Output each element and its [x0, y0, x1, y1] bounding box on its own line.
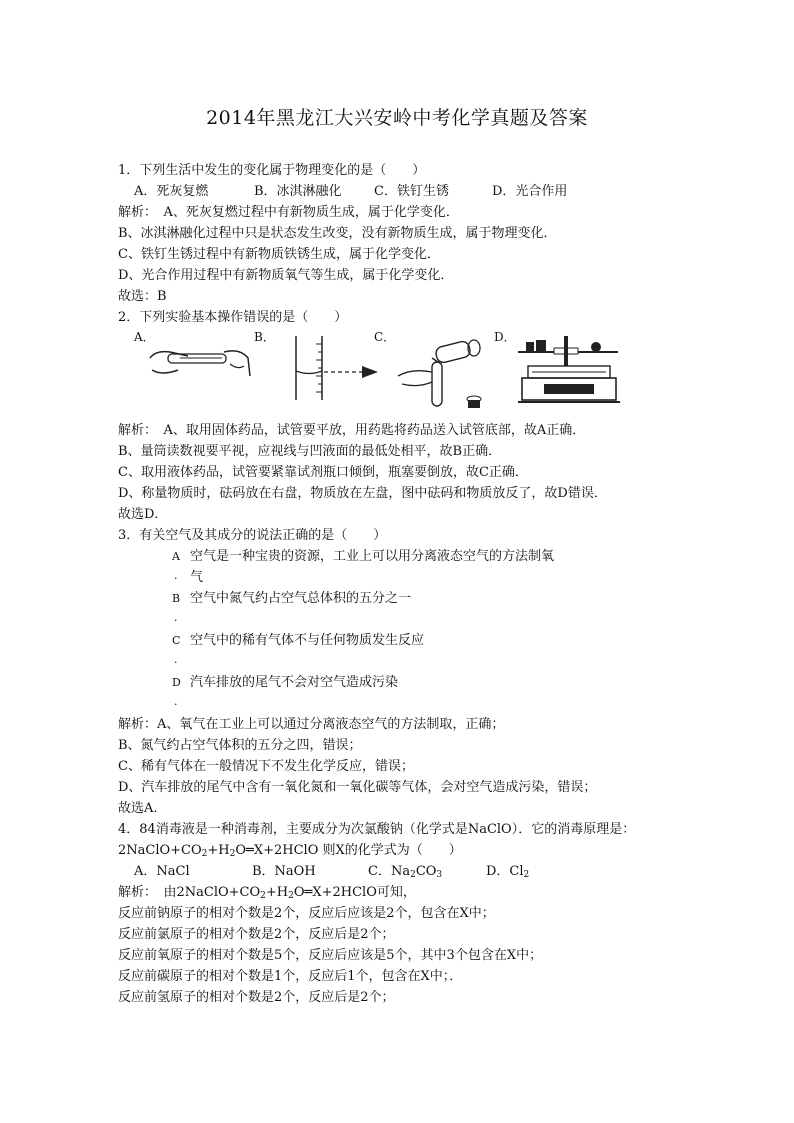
- liquid-pouring-illustration: [388, 336, 498, 416]
- q1-option-b: B．冰淇淋融化: [254, 184, 342, 199]
- q2-stem: 2．下列实验基本操作错误的是（ ）: [118, 310, 348, 325]
- q3-option-a: [118, 546, 678, 588]
- q4-analysis-line: 反应前碳原子的相对个数是1个，反应后1个，包含在X中；．: [118, 969, 463, 984]
- q4-option-c-part: C．Na: [368, 864, 411, 879]
- q3-option-text: 空气是一种宝贵的资源，工业上可以用分离液态空气的方法制氧: [190, 549, 555, 564]
- q4-analysis-part: O═X+2HClO可知，: [293, 885, 416, 900]
- q3-option-text-cont: 气: [190, 570, 204, 585]
- q3-option-letter: B: [172, 592, 181, 605]
- q3-option-text: 空气中的稀有气体不与任何物质发生反应: [190, 633, 425, 648]
- q1-answer: 故选：B: [118, 289, 167, 304]
- q1-option-a: A．死灰复燃: [134, 184, 209, 199]
- q4-option-d-part: D．Cl: [486, 864, 524, 879]
- q4-options: [118, 861, 678, 882]
- q3-analysis-line: B、氮气约占空气体积的五分之四，错误；: [118, 738, 362, 753]
- q4-stem: 4．84消毒液是一种消毒剂，主要成分为次氯酸钠（化学式是NaClO）．它的消毒原理是：: [118, 822, 636, 837]
- q4-analysis-line: 反应前氯原子的相对个数是2个，反应后是2个；: [118, 927, 395, 942]
- balance-scale-illustration: [514, 332, 624, 408]
- q1-option-c: C．铁钉生锈: [374, 184, 449, 199]
- q3-option-c: [118, 630, 678, 672]
- q4-eq-part: O═X+2HClO 则X的化学式为（ ）: [235, 843, 462, 858]
- subscript: 2: [260, 891, 266, 901]
- q2-analysis-line: C、取用液体药品，试管要紧靠试剂瓶口倾倒，瓶塞要倒放，故C正确．: [118, 465, 528, 480]
- q4-eq-part: 2NaClO+CO: [118, 843, 202, 858]
- q2-analysis-line: D、称量物质时，砝码放在右盘，物质放在左盘，图中砝码和物质放反了，故D错误．: [118, 486, 607, 501]
- subscript: 2: [229, 849, 236, 859]
- q3-answer: 故选A.: [118, 801, 158, 816]
- subscript: 2: [410, 870, 416, 880]
- q3-analysis-line: C、稀有气体在一般情况下不发生化学反应，错误；: [118, 759, 414, 774]
- q3-option-letter: C: [172, 634, 181, 647]
- subscript: 2: [201, 849, 208, 859]
- document-body: [118, 160, 678, 1008]
- q4-equation: [118, 840, 678, 861]
- q2-analysis-line: 解析： A、取用固体药品，试管要平放，用药匙将药品送入试管底部，故A正确．: [118, 423, 586, 438]
- q1-analysis-line: 解析： A、死灰复燃过程中有新物质生成，属于化学变化．: [118, 205, 459, 220]
- q2-answer: 故选D．: [118, 507, 168, 522]
- q4-analysis-part: +H: [265, 885, 289, 900]
- test-tube-solid-illustration: [144, 336, 264, 396]
- q4-option-d: [486, 861, 529, 882]
- q3-option-dot: .: [174, 569, 178, 582]
- q4-analysis-line: 反应前氧原子的相对个数是5个，反应后应该是5个，其中3个包含在X中；: [118, 948, 543, 963]
- page-title: 2014年黑龙江大兴安岭中考化学真题及答案: [206, 107, 588, 129]
- q1-analysis-line: B、冰淇淋融化过程中只是状态发生改变，没有新物质生成，属于物理变化．: [118, 226, 557, 241]
- q1-option-d: D．光合作用: [492, 184, 568, 199]
- q2-figures: [118, 328, 678, 408]
- q3-option-dot: .: [174, 653, 178, 666]
- graduated-cylinder-reading-illustration: [274, 330, 384, 404]
- subscript: 2: [523, 870, 530, 880]
- q4-option-c: [368, 861, 486, 882]
- q3-option-text: 空气中氮气约占空气总体积的五分之一: [190, 591, 412, 606]
- q2-figure-a-label: A．: [134, 330, 155, 344]
- q3-option-dot: .: [174, 611, 178, 624]
- q4-option-a: A．NaCl: [134, 864, 190, 879]
- subscript: 3: [436, 870, 443, 880]
- subscript: 2: [288, 891, 294, 901]
- q1-analysis-line: C、铁钉生锈过程中有新物质铁锈生成，属于化学变化．: [118, 247, 440, 262]
- q2-analysis-line: B、量筒读数视要平视，应视线与凹液面的最低处相平，故B正确．: [118, 444, 502, 459]
- q4-analysis-part: 解析： 由2NaClO+CO: [118, 885, 261, 900]
- q3-option-dot: .: [174, 695, 178, 708]
- q3-option-letter: D: [172, 676, 181, 689]
- q4-option-c-part: CO: [415, 864, 437, 879]
- q2-figure-c-label: C．: [374, 330, 396, 344]
- q4-option-b: B．NaOH: [252, 864, 316, 879]
- q3-option-d: [118, 672, 678, 714]
- q4-analysis-line: 反应前氢原子的相对个数是2个，反应后是2个；: [118, 990, 395, 1005]
- q1-stem: 1．下列生活中发生的变化属于物理变化的是（ ）: [118, 163, 426, 178]
- q2-figure-d-label: D．: [494, 330, 516, 344]
- q3-analysis-line: D、汽车排放的尾气中含有一氧化氮和一氧化碳等气体，会对空气造成污染，错误；: [118, 780, 597, 795]
- q1-options: [118, 181, 678, 202]
- q1-analysis-line: D、光合作用过程中有新物质氧气等生成，属于化学变化．: [118, 268, 454, 283]
- q4-analysis-intro: [118, 882, 678, 903]
- q4-eq-part: +H: [207, 843, 230, 858]
- q3-option-b: [118, 588, 678, 630]
- q3-stem: 3．有关空气及其成分的说法正确的是（ ）: [118, 528, 387, 543]
- q3-analysis-line: 解析：A、氧气在工业上可以通过分离液态空气的方法制取，正确；: [118, 717, 505, 732]
- q4-analysis-line: 反应前钠原子的相对个数是2个，反应后应该是2个，包含在X中；: [118, 906, 495, 921]
- q3-option-text: 汽车排放的尾气不会对空气造成污染: [190, 675, 399, 690]
- q3-option-letter: A: [172, 550, 180, 563]
- q2-figure-b-label: B．: [254, 330, 275, 344]
